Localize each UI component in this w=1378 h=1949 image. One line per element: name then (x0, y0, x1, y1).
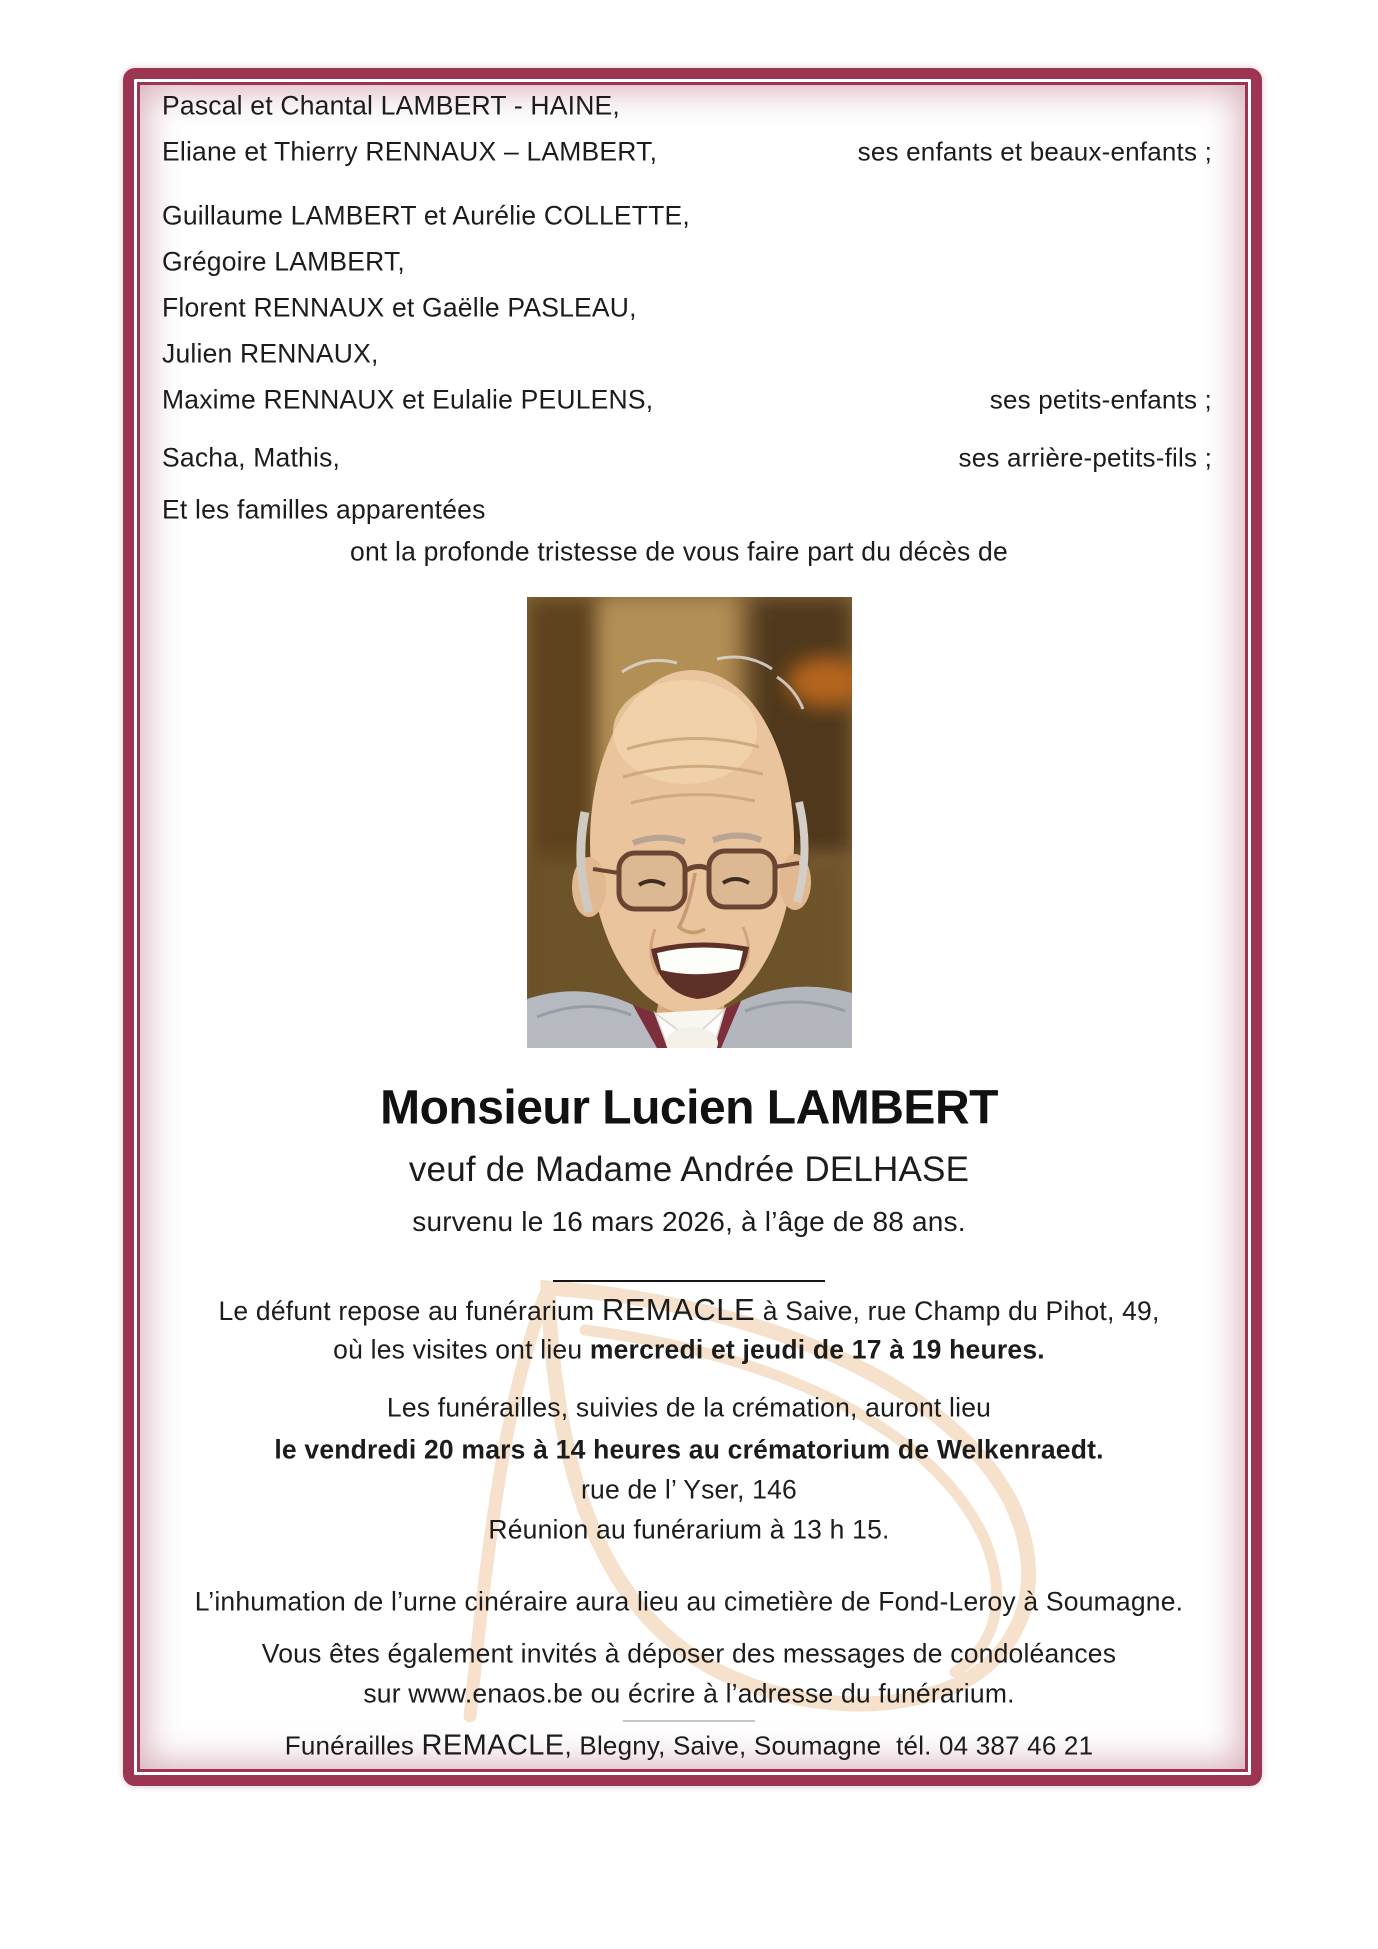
great-grandchildren-line: Sacha, Mathis, (162, 442, 341, 473)
grandchildren-line-1: Guillaume LAMBERT et Aurélie COLLETTE, (162, 200, 690, 231)
footer-divider (623, 1720, 755, 1722)
funeral-line-2-bold: le vendredi 20 mars à 14 heures au crématorium de Welkenraedt. (274, 1434, 1104, 1465)
funeral-line-1: Les funérailles, suivies de la crémation, auront lieu (386, 1392, 992, 1423)
funeral-meeting-line: Réunion au funérarium à 13 h 15. (488, 1514, 890, 1545)
relation-label-great-grandchildren: ses arrière-petits-fils ; (958, 442, 1212, 473)
widower-line: veuf de Madame Andrée DELHASE (408, 1150, 970, 1189)
footer-brand: REMACLE (421, 1729, 565, 1762)
wake-line-1 (218, 1292, 1159, 1328)
wake-line-2-pre: où les visites ont lieu (333, 1334, 590, 1365)
grandchildren-line-5: Maxime RENNAUX et Eulalie PEULENS, (162, 384, 654, 415)
footer-post: , Blegny, Saive, Soumagne tél. 04 387 46 21 (564, 1730, 1094, 1761)
wake-line-1-post: à Saive, rue Champ du Pihot, 49, (755, 1296, 1160, 1326)
related-families-line: Et les familles apparentées (162, 494, 486, 525)
death-date-line: survenu le 16 mars 2026, à l’âge de 88 ans. (412, 1206, 966, 1237)
funeral-home-brand: REMACLE (601, 1292, 756, 1327)
wake-line-1-pre: Le défunt repose au funérarium (218, 1296, 602, 1326)
condolences-line-2: sur www.enaos.be ou écrire à l’adresse du funérarium. (363, 1678, 1015, 1709)
condolences-line-1: Vous êtes également invités à déposer des messages de condoléances (261, 1638, 1117, 1669)
portrait-photo (527, 597, 852, 1048)
section-divider (553, 1280, 825, 1282)
relation-label-children: ses enfants et beaux-enfants ; (857, 136, 1212, 167)
relation-label-grandchildren: ses petits-enfants ; (989, 384, 1212, 415)
grandchildren-line-3: Florent RENNAUX et Gaëlle PASLEAU, (162, 292, 637, 323)
children-line-1: Pascal et Chantal LAMBERT - HAINE, (162, 90, 620, 121)
children-line-2: Eliane et Thierry RENNAUX – LAMBERT, (162, 136, 658, 167)
deceased-name-heading: Monsieur Lucien LAMBERT (380, 1081, 998, 1135)
footer-pre: Funérailles (284, 1730, 422, 1761)
wake-hours-bold: mercredi et jeudi de 17 à 19 heures. (589, 1334, 1045, 1365)
funeral-address-line: rue de l’ Yser, 146 (581, 1474, 797, 1505)
footer-line (285, 1730, 1093, 1763)
announcement-intro-line: ont la profonde tristesse de vous faire part du décès de (350, 536, 1008, 567)
grandchildren-line-4: Julien RENNAUX, (162, 338, 379, 369)
grandchildren-line-2: Grégoire LAMBERT, (162, 246, 405, 277)
burial-line: L’inhumation de l’urne cinéraire aura lieu au cimetière de Fond-Leroy à Soumagne. (194, 1586, 1184, 1617)
wake-line-2 (333, 1335, 1045, 1366)
